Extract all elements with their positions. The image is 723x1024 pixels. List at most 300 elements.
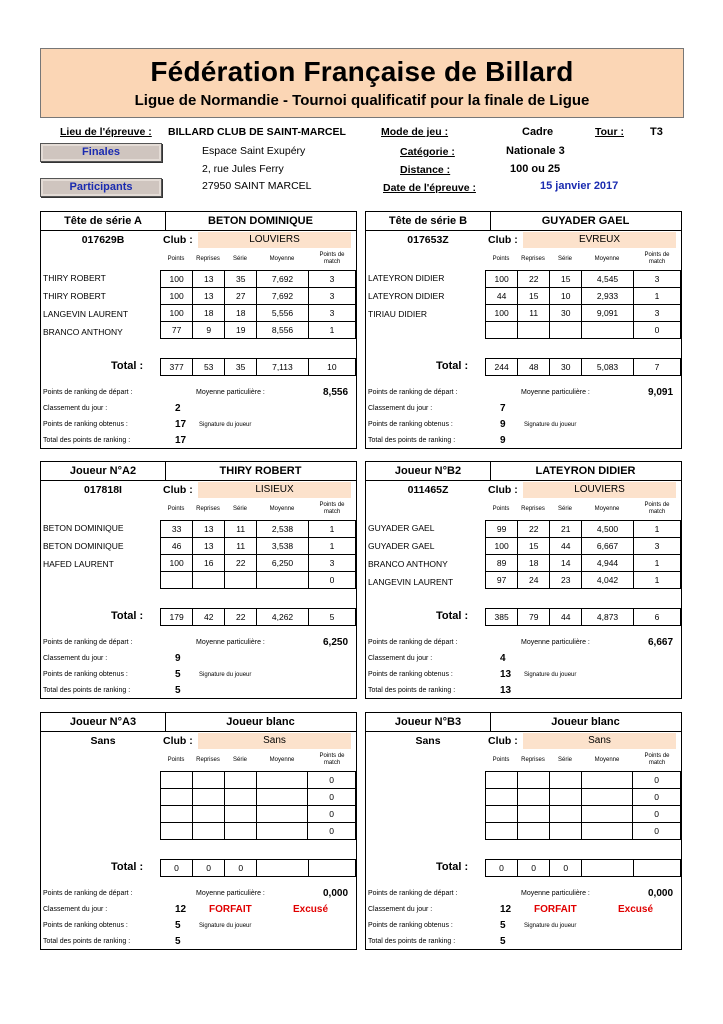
license-number: 017629B [81,234,125,246]
table-cell [161,806,193,823]
table-cell: 44 [550,538,582,555]
column-header-points-match [308,753,356,767]
table-cell: 15 [550,271,582,288]
table-cell: 18 [518,555,550,572]
table-cell: 9,091 [582,305,634,322]
total-row [485,859,681,877]
table-cell: 7,692 [257,288,309,305]
table-cell: 1 [308,538,355,555]
total-cell: 7,113 [257,359,309,376]
total-label: Total : [436,360,469,372]
table-cell: 89 [486,555,518,572]
table-row [161,823,356,840]
categorie-value: Nationale 3 [506,145,565,157]
total-cell: 7 [633,359,680,376]
table-row [486,521,681,538]
table-cell [518,322,550,339]
table-cell [224,772,256,789]
table-cell [225,572,257,589]
column-header: Série [557,757,572,763]
table-cell [193,572,225,589]
total-cell: 35 [225,359,257,376]
table-cell [517,806,549,823]
table-cell [550,322,582,339]
column-header: Reprises [196,506,220,512]
categorie-label: Catégorie : [400,146,455,158]
total-ranking-value: 13 [500,685,512,696]
table-cell: 44 [486,288,518,305]
column-header: Moyenne [594,757,620,763]
ranking-obtained-value: 5 [500,920,506,931]
table-cell: 13 [193,538,225,555]
column-header: Points [492,506,510,512]
player-score-panel [40,461,357,699]
column-header: Points [492,256,510,262]
signature-label: Signature du joueur [199,672,252,678]
table-cell: 0 [308,823,356,840]
table-cell: 4,944 [582,555,634,572]
license-number: Sans [90,735,116,747]
points-match-label-1: Points de [644,753,670,759]
table-cell: 22 [225,555,257,572]
table-cell: 46 [161,538,193,555]
column-header: Série [232,256,247,262]
column-header-points-match [308,502,356,516]
total-label: Total : [436,861,469,873]
opponent-name: LANGEVIN LAURENT [368,577,454,587]
table-cell: 99 [486,521,518,538]
table-cell [486,806,518,823]
table-cell: 11 [225,538,257,555]
club-value: EVREUX [523,232,676,248]
total-ranking-label: Total des points de ranking : [43,687,131,694]
ranking-obtained-value: 13 [500,669,512,680]
table-cell: 0 [633,772,681,789]
table-cell: 13 [193,288,225,305]
table-cell: 27 [225,288,257,305]
opponent-name: TIRIAU DIDIER [368,309,428,319]
table-cell: 3,538 [257,538,309,555]
table-row [486,305,681,322]
moyenne-particuliere-value: 6,667 [648,637,674,648]
total-cell: 179 [161,609,193,626]
points-match-label-1: Points de [644,502,670,508]
ranking-start-label: Points de ranking de départ : [43,890,133,897]
total-cell: 0 [193,860,225,877]
total-cell [257,860,308,877]
classement-label: Classement du jour : [368,405,433,412]
club-value: LOUVIERS [198,232,351,248]
player-slot-label: Joueur N°B3 [366,713,491,731]
classement-value: 12 [500,904,512,915]
total-cell [633,860,680,877]
table-cell [582,322,634,339]
total-cell: 6 [633,609,680,626]
player-name: Joueur blanc [551,716,620,728]
player-name: GUYADER GAEL [541,215,630,227]
excuse-status: Excusé [293,904,329,915]
total-row [485,358,681,376]
panel-header [366,462,681,481]
total-cell: 22 [225,609,257,626]
forfait-status: FORFAIT [534,904,577,915]
table-cell: 100 [161,288,193,305]
table-cell: 1 [633,521,680,538]
license-number: 011465Z [407,484,449,496]
moyenne-particuliere-label: Moyenne particulière : [196,639,265,646]
table-row [161,288,356,305]
tournament-subtitle: Ligue de Normandie - Tournoi qualificatif pour la finale de Ligue [134,92,590,109]
player-score-panel [365,712,682,950]
club-value: Sans [523,733,676,749]
column-header: Moyenne [269,506,295,512]
table-row [161,772,356,789]
column-header: Points [167,506,185,512]
total-label: Total : [111,360,144,372]
table-cell [486,772,518,789]
player-name: LATEYRON DIDIER [535,465,636,477]
panel-header [41,212,356,231]
table-cell [256,772,307,789]
total-cell: 79 [518,609,550,626]
player-name: Joueur blanc [226,716,295,728]
table-cell: 21 [550,521,582,538]
opponent-name: BETON DOMINIQUE [43,541,124,551]
table-cell: 100 [486,271,518,288]
date-label: Date de l'épreuve : [383,182,476,194]
opponent-name: BETON DOMINIQUE [43,523,124,533]
ranking-obtained-label: Points de ranking obtenus : [43,922,128,929]
table-cell: 4,500 [582,521,634,538]
points-match-label-2: match [648,259,666,265]
panel-header [366,212,681,231]
opponent-name: THIRY ROBERT [43,291,106,301]
column-header: Moyenne [269,256,295,262]
mode-label: Mode de jeu : [381,126,449,138]
table-row [161,305,356,322]
table-cell [256,789,307,806]
points-match-label-1: Points de [319,502,345,508]
table-cell: 10 [550,288,582,305]
column-header: Reprises [521,506,545,512]
table-row [161,555,356,572]
tour-value: T3 [650,126,663,138]
table-cell: 35 [225,271,257,288]
table-row [486,288,681,305]
table-cell [224,823,256,840]
participants-button[interactable]: Participants [40,178,162,197]
table-cell [257,572,309,589]
total-cell: 0 [518,860,550,877]
player-score-panel [365,211,682,449]
total-ranking-label: Total des points de ranking : [43,437,131,444]
table-row [486,789,681,806]
column-header: Points [167,757,185,763]
table-cell: 100 [161,305,193,322]
table-cell [256,806,307,823]
table-row [486,806,681,823]
ranking-start-label: Points de ranking de départ : [368,639,458,646]
panel-header [41,462,356,481]
lieu-line3: 2, rue Jules Ferry [202,163,284,175]
total-cell: 0 [225,860,257,877]
table-cell: 1 [633,572,680,589]
lieu-line1: BILLARD CLUB DE SAINT-MARCEL [168,126,346,138]
table-cell: 0 [308,789,356,806]
moyenne-particuliere-label: Moyenne particulière : [521,890,590,897]
total-cell [582,860,633,877]
total-cell: 377 [161,359,193,376]
table-cell: 1 [308,322,355,339]
total-ranking-label: Total des points de ranking : [43,938,131,945]
results-table [160,520,356,589]
column-header: Reprises [196,757,220,763]
opponent-name: THIRY ROBERT [43,273,106,283]
ranking-obtained-value: 5 [175,669,181,680]
total-ranking-label: Total des points de ranking : [368,938,456,945]
lieu-label: Lieu de l'épreuve : [60,126,152,138]
table-cell: 3 [633,538,680,555]
table-cell: 3 [633,271,680,288]
table-cell [224,806,256,823]
table-row [161,521,356,538]
classement-label: Classement du jour : [368,906,433,913]
table-cell [161,823,193,840]
ranking-start-label: Points de ranking de départ : [368,389,458,396]
column-header: Reprises [196,256,220,262]
table-cell [192,789,224,806]
table-cell: 1 [633,288,680,305]
table-row [486,538,681,555]
club-value: LOUVIERS [523,482,676,498]
panel-header [41,713,356,732]
table-row [161,572,356,589]
table-cell: 16 [193,555,225,572]
total-cell: 5,083 [582,359,634,376]
column-header: Moyenne [594,506,620,512]
ranking-start-label: Points de ranking de départ : [43,639,133,646]
club-label: Club : [488,735,518,747]
signature-label: Signature du joueur [524,672,577,678]
ranking-start-label: Points de ranking de départ : [43,389,133,396]
column-header: Points [167,256,185,262]
results-table [485,520,681,589]
column-header-points-match [633,252,681,266]
table-cell [486,823,518,840]
points-match-label-1: Points de [319,753,345,759]
license-number: 017653Z [407,234,449,246]
table-cell: 14 [550,555,582,572]
player-score-panel [365,461,682,699]
table-cell [192,772,224,789]
results-table [485,270,681,339]
column-header-points-match [308,252,356,266]
total-label: Total : [111,861,144,873]
table-cell: 9 [193,322,225,339]
table-cell [549,823,581,840]
ranking-obtained-value: 17 [175,419,187,430]
table-cell: 24 [518,572,550,589]
table-cell: 22 [518,271,550,288]
club-label: Club : [488,234,518,246]
club-label: Club : [163,484,193,496]
column-header: Reprises [521,757,545,763]
player-slot-label: Joueur N°B2 [366,462,491,480]
table-cell: 7,692 [257,271,309,288]
table-cell: 18 [193,305,225,322]
finales-button[interactable]: Finales [40,143,162,162]
moyenne-particuliere-label: Moyenne particulière : [521,389,590,396]
opponent-name: BRANCO ANTHONY [43,327,123,337]
table-cell [256,823,307,840]
club-label: Club : [163,735,193,747]
total-cell: 53 [193,359,225,376]
table-cell [517,789,549,806]
signature-label: Signature du joueur [524,422,577,428]
table-cell [161,789,193,806]
classement-label: Classement du jour : [368,655,433,662]
player-slot-label: Joueur N°A3 [41,713,166,731]
table-cell: 2,538 [257,521,309,538]
player-score-panel [40,712,357,950]
points-match-label-2: match [323,259,341,265]
points-match-label-2: match [648,509,666,515]
table-cell: 0 [633,322,680,339]
signature-label: Signature du joueur [199,422,252,428]
table-cell [549,772,581,789]
table-cell: 23 [550,572,582,589]
signature-label: Signature du joueur [524,923,577,929]
column-header: Série [557,256,572,262]
total-row [160,358,356,376]
total-cell: 244 [486,359,518,376]
table-cell: 0 [308,572,355,589]
opponent-name: HAFED LAURENT [43,559,114,569]
total-ranking-label: Total des points de ranking : [368,437,456,444]
moyenne-particuliere-label: Moyenne particulière : [196,389,265,396]
table-cell [581,789,632,806]
total-row [160,859,356,877]
total-cell: 5 [308,609,355,626]
table-cell [192,806,224,823]
table-cell: 18 [225,305,257,322]
total-cell: 385 [486,609,518,626]
classement-value: 12 [175,904,187,915]
classement-label: Classement du jour : [43,655,108,662]
total-cell: 30 [550,359,582,376]
table-row [161,806,356,823]
ranking-start-label: Points de ranking de départ : [368,890,458,897]
ranking-obtained-label: Points de ranking obtenus : [368,922,453,929]
table-row [161,322,356,339]
table-row [486,271,681,288]
classement-value: 9 [175,653,181,664]
table-cell: 6,250 [257,555,309,572]
table-row [486,322,681,339]
column-header: Série [232,757,247,763]
page-header [40,48,684,118]
total-cell: 0 [550,860,582,877]
table-cell [549,789,581,806]
lieu-line4: 27950 SAINT MARCEL [202,180,312,192]
results-table [160,270,356,339]
classement-label: Classement du jour : [43,405,108,412]
moyenne-particuliere-label: Moyenne particulière : [521,639,590,646]
mode-value: Cadre [522,126,554,138]
table-cell: 6,667 [582,538,634,555]
total-cell [308,860,355,877]
table-cell [549,806,581,823]
column-header: Points [492,757,510,763]
opponent-name: LATEYRON DIDIER [368,273,445,283]
opponent-name: LATEYRON DIDIER [368,291,445,301]
table-cell: 13 [193,521,225,538]
total-cell: 4,262 [257,609,309,626]
table-cell: 1 [633,555,680,572]
table-cell [581,772,632,789]
player-slot-label: Tête de série A [41,212,166,230]
table-cell: 97 [486,572,518,589]
column-header: Moyenne [269,757,295,763]
ranking-obtained-label: Points de ranking obtenus : [43,671,128,678]
classement-value: 7 [500,403,506,414]
total-ranking-value: 9 [500,435,506,446]
ranking-obtained-value: 9 [500,419,506,430]
table-cell: 100 [161,271,193,288]
opponent-name: LANGEVIN LAURENT [43,309,129,319]
total-row [485,608,681,626]
federation-title: Fédération Française de Billard [150,56,574,87]
total-ranking-value: 17 [175,435,187,446]
table-cell: 11 [225,521,257,538]
table-cell: 15 [518,288,550,305]
club-value: LISIEUX [198,482,351,498]
event-info [40,124,682,198]
table-cell: 8,556 [257,322,309,339]
table-cell: 3 [633,305,680,322]
classement-value: 2 [175,403,181,414]
opponent-name: GUYADER GAEL [368,523,435,533]
points-match-label-1: Points de [319,252,345,258]
points-match-label-2: match [648,760,666,766]
table-cell: 77 [161,322,193,339]
column-header: Reprises [521,256,545,262]
ranking-obtained-label: Points de ranking obtenus : [368,671,453,678]
table-cell: 0 [633,806,681,823]
table-cell: 19 [225,322,257,339]
club-value: Sans [198,733,351,749]
table-cell: 100 [486,538,518,555]
ranking-obtained-value: 5 [175,920,181,931]
club-label: Club : [488,484,518,496]
table-row [161,271,356,288]
table-cell: 22 [518,521,550,538]
signature-label: Signature du joueur [199,923,252,929]
table-cell: 100 [486,305,518,322]
total-ranking-value: 5 [175,936,181,947]
excuse-status: Excusé [618,904,654,915]
license-number: Sans [415,735,441,747]
total-row [160,608,356,626]
table-cell: 0 [308,772,356,789]
table-cell: 13 [193,271,225,288]
points-match-label-1: Points de [644,252,670,258]
ranking-obtained-label: Points de ranking obtenus : [368,421,453,428]
table-cell [517,823,549,840]
table-cell: 3 [308,288,355,305]
table-cell: 30 [550,305,582,322]
table-cell: 3 [308,305,355,322]
